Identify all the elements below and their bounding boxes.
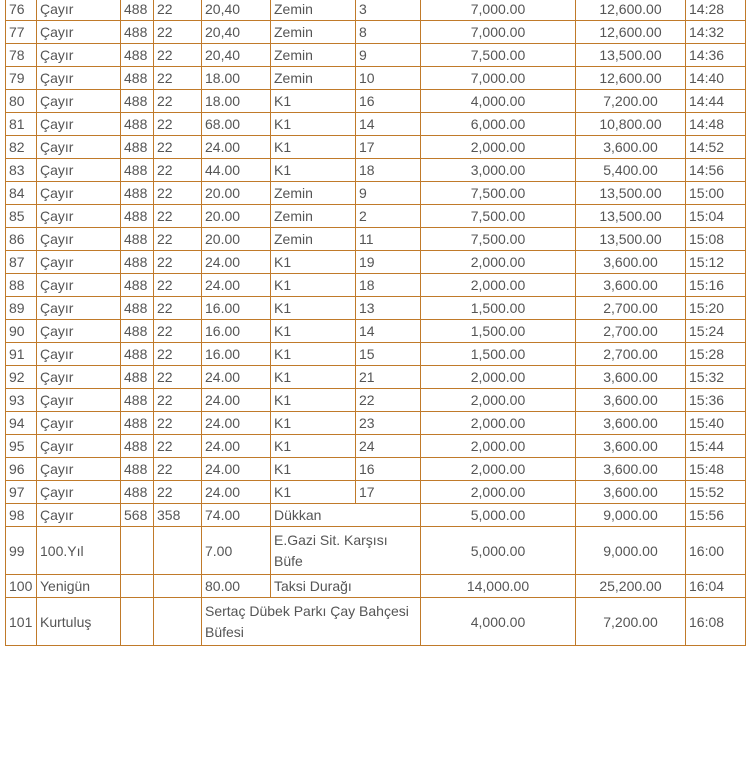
cell-bagimsiz-bolum: 10 [356, 67, 421, 90]
cell-alan: 20.00 [202, 182, 271, 205]
cell-alan: 16.00 [202, 320, 271, 343]
cell-muhammen: 4,000.00 [421, 598, 576, 646]
cell-bagimsiz-bolum: 21 [356, 366, 421, 389]
cell-muhammen: 2,000.00 [421, 389, 576, 412]
cell-parsel: 22 [154, 251, 202, 274]
cell-mahalle: 100.Yıl [37, 527, 121, 575]
cell-no: 100 [6, 575, 37, 598]
cell-muhammen: 2,000.00 [421, 412, 576, 435]
cell-saat: 14:48 [686, 113, 746, 136]
cell-alan: 16.00 [202, 343, 271, 366]
cell-parsel [154, 527, 202, 575]
table-row [6, 575, 746, 598]
cell-saat: 15:08 [686, 228, 746, 251]
cell-mahalle: Çayır [37, 21, 121, 44]
cell-saat: 15:00 [686, 182, 746, 205]
tender-table-container [5, 0, 746, 646]
table-row [6, 343, 746, 366]
cell-bagimsiz-bolum: 13 [356, 297, 421, 320]
cell-muhammen: 7,500.00 [421, 182, 576, 205]
cell-mahalle: Çayır [37, 159, 121, 182]
tender-table [5, 0, 746, 646]
cell-mahalle: Kurtuluş [37, 598, 121, 646]
cell-ada: 488 [121, 320, 154, 343]
cell-no: 87 [6, 251, 37, 274]
cell-ada: 488 [121, 113, 154, 136]
cell-bagimsiz-bolum: 23 [356, 412, 421, 435]
table-row [6, 21, 746, 44]
cell-no: 95 [6, 435, 37, 458]
cell-alan: 24.00 [202, 435, 271, 458]
cell-parsel: 22 [154, 343, 202, 366]
cell-alan: 24.00 [202, 412, 271, 435]
table-row [6, 0, 746, 21]
cell-mahalle: Çayır [37, 389, 121, 412]
cell-teminat: 13,500.00 [576, 44, 686, 67]
cell-kat: E.Gazi Sit. Karşısı Büfe [271, 527, 421, 575]
cell-kat: Zemin [271, 21, 356, 44]
cell-no: 85 [6, 205, 37, 228]
cell-bagimsiz-bolum: 16 [356, 90, 421, 113]
table-row [6, 136, 746, 159]
cell-teminat: 3,600.00 [576, 481, 686, 504]
cell-teminat: 2,700.00 [576, 343, 686, 366]
cell-ada: 488 [121, 458, 154, 481]
cell-mahalle: Çayır [37, 435, 121, 458]
cell-mahalle: Çayır [37, 228, 121, 251]
cell-muhammen: 2,000.00 [421, 458, 576, 481]
cell-mahalle: Çayır [37, 0, 121, 21]
cell-no: 84 [6, 182, 37, 205]
cell-muhammen: 2,000.00 [421, 136, 576, 159]
table-row [6, 389, 746, 412]
cell-mahalle: Çayır [37, 90, 121, 113]
cell-kat: K1 [271, 320, 356, 343]
cell-mahalle: Çayır [37, 44, 121, 67]
cell-mahalle: Yenigün [37, 575, 121, 598]
table-row [6, 598, 746, 646]
cell-teminat: 12,600.00 [576, 21, 686, 44]
cell-kat: Taksi Durağı [271, 575, 421, 598]
cell-ada: 488 [121, 0, 154, 21]
cell-saat: 16:00 [686, 527, 746, 575]
cell-parsel: 22 [154, 44, 202, 67]
cell-mahalle: Çayır [37, 481, 121, 504]
cell-saat: 15:44 [686, 435, 746, 458]
cell-alan: 20.00 [202, 228, 271, 251]
cell-muhammen: 4,000.00 [421, 90, 576, 113]
cell-ada: 568 [121, 504, 154, 527]
table-row [6, 44, 746, 67]
cell-no: 96 [6, 458, 37, 481]
cell-ada: 488 [121, 366, 154, 389]
cell-bagimsiz-bolum: 15 [356, 343, 421, 366]
cell-bagimsiz-bolum: 24 [356, 435, 421, 458]
cell-alan: 68.00 [202, 113, 271, 136]
cell-bagimsiz-bolum: 17 [356, 481, 421, 504]
table-row [6, 205, 746, 228]
table-row [6, 159, 746, 182]
cell-teminat: 12,600.00 [576, 67, 686, 90]
cell-kat: Zemin [271, 67, 356, 90]
table-row [6, 366, 746, 389]
cell-saat: 15:28 [686, 343, 746, 366]
cell-bagimsiz-bolum: 17 [356, 136, 421, 159]
cell-alan: 18.00 [202, 90, 271, 113]
cell-bagimsiz-bolum: 18 [356, 159, 421, 182]
cell-parsel: 22 [154, 0, 202, 21]
cell-no: 83 [6, 159, 37, 182]
cell-saat: 16:08 [686, 598, 746, 646]
cell-saat: 14:52 [686, 136, 746, 159]
cell-parsel: 22 [154, 205, 202, 228]
cell-muhammen: 7,000.00 [421, 0, 576, 21]
cell-parsel [154, 598, 202, 646]
cell-ada: 488 [121, 136, 154, 159]
cell-alan: 20,40 [202, 44, 271, 67]
cell-alan: 16.00 [202, 297, 271, 320]
cell-parsel: 22 [154, 182, 202, 205]
cell-alan: 24.00 [202, 389, 271, 412]
cell-no: 98 [6, 504, 37, 527]
cell-kat: K1 [271, 136, 356, 159]
cell-mahalle: Çayır [37, 458, 121, 481]
cell-teminat: 3,600.00 [576, 435, 686, 458]
cell-mahalle: Çayır [37, 113, 121, 136]
cell-ada: 488 [121, 435, 154, 458]
cell-ada: 488 [121, 412, 154, 435]
cell-alan: 24.00 [202, 251, 271, 274]
table-row [6, 182, 746, 205]
cell-teminat: 25,200.00 [576, 575, 686, 598]
cell-parsel: 22 [154, 136, 202, 159]
cell-muhammen: 7,500.00 [421, 228, 576, 251]
cell-kat: Zemin [271, 205, 356, 228]
cell-teminat: 3,600.00 [576, 389, 686, 412]
cell-ada: 488 [121, 343, 154, 366]
cell-ada: 488 [121, 205, 154, 228]
cell-parsel: 22 [154, 320, 202, 343]
cell-no: 91 [6, 343, 37, 366]
cell-no: 81 [6, 113, 37, 136]
cell-muhammen: 14,000.00 [421, 575, 576, 598]
table-row [6, 320, 746, 343]
cell-saat: 15:04 [686, 205, 746, 228]
cell-muhammen: 1,500.00 [421, 343, 576, 366]
cell-ada: 488 [121, 481, 154, 504]
cell-saat: 14:32 [686, 21, 746, 44]
cell-parsel: 22 [154, 90, 202, 113]
table-row [6, 412, 746, 435]
cell-saat: 15:40 [686, 412, 746, 435]
cell-muhammen: 2,000.00 [421, 274, 576, 297]
cell-bagimsiz-bolum: 22 [356, 389, 421, 412]
cell-ada: 488 [121, 274, 154, 297]
cell-bagimsiz-bolum: 2 [356, 205, 421, 228]
cell-no: 94 [6, 412, 37, 435]
cell-saat: 14:56 [686, 159, 746, 182]
cell-bagimsiz-bolum: 14 [356, 113, 421, 136]
cell-no: 97 [6, 481, 37, 504]
cell-mahalle: Çayır [37, 274, 121, 297]
cell-no: 101 [6, 598, 37, 646]
cell-alan: 20,40 [202, 0, 271, 21]
cell-kat: K1 [271, 412, 356, 435]
cell-mahalle: Çayır [37, 412, 121, 435]
cell-saat: 16:04 [686, 575, 746, 598]
table-row [6, 527, 746, 575]
cell-mahalle: Çayır [37, 504, 121, 527]
cell-saat: 15:12 [686, 251, 746, 274]
cell-teminat: 10,800.00 [576, 113, 686, 136]
cell-parsel: 358 [154, 504, 202, 527]
cell-mahalle: Çayır [37, 343, 121, 366]
cell-kat: K1 [271, 435, 356, 458]
cell-teminat: 9,000.00 [576, 527, 686, 575]
cell-kat: K1 [271, 481, 356, 504]
cell-alan: 24.00 [202, 136, 271, 159]
table-row [6, 90, 746, 113]
cell-alan: 24.00 [202, 366, 271, 389]
cell-teminat: 13,500.00 [576, 182, 686, 205]
cell-saat: 14:28 [686, 0, 746, 21]
table-row [6, 228, 746, 251]
cell-bagimsiz-bolum: 16 [356, 458, 421, 481]
cell-alan: 18.00 [202, 67, 271, 90]
cell-muhammen: 3,000.00 [421, 159, 576, 182]
cell-no: 82 [6, 136, 37, 159]
cell-teminat: 3,600.00 [576, 136, 686, 159]
cell-ada [121, 575, 154, 598]
cell-muhammen: 5,000.00 [421, 504, 576, 527]
cell-ada: 488 [121, 228, 154, 251]
cell-kat: Zemin [271, 44, 356, 67]
cell-muhammen: 6,000.00 [421, 113, 576, 136]
cell-teminat: 7,200.00 [576, 598, 686, 646]
cell-no: 77 [6, 21, 37, 44]
cell-muhammen: 2,000.00 [421, 251, 576, 274]
cell-bagimsiz-bolum: 19 [356, 251, 421, 274]
cell-mahalle: Çayır [37, 320, 121, 343]
cell-alan: 80.00 [202, 575, 271, 598]
cell-kat: K1 [271, 274, 356, 297]
cell-no: 99 [6, 527, 37, 575]
cell-alan: 74.00 [202, 504, 271, 527]
cell-teminat: 3,600.00 [576, 412, 686, 435]
cell-ada: 488 [121, 159, 154, 182]
cell-parsel: 22 [154, 159, 202, 182]
cell-muhammen: 2,000.00 [421, 481, 576, 504]
table-row [6, 274, 746, 297]
cell-saat: 15:32 [686, 366, 746, 389]
cell-parsel [154, 575, 202, 598]
cell-ada [121, 527, 154, 575]
cell-alan: 24.00 [202, 274, 271, 297]
cell-muhammen: 7,500.00 [421, 205, 576, 228]
cell-saat: 15:16 [686, 274, 746, 297]
cell-teminat: 7,200.00 [576, 90, 686, 113]
cell-teminat: 3,600.00 [576, 251, 686, 274]
cell-teminat: 3,600.00 [576, 458, 686, 481]
cell-muhammen: 5,000.00 [421, 527, 576, 575]
cell-ada: 488 [121, 251, 154, 274]
cell-teminat: 9,000.00 [576, 504, 686, 527]
cell-mahalle: Çayır [37, 251, 121, 274]
cell-parsel: 22 [154, 458, 202, 481]
cell-kat: K1 [271, 389, 356, 412]
cell-teminat: 13,500.00 [576, 205, 686, 228]
cell-saat: 15:24 [686, 320, 746, 343]
cell-bagimsiz-bolum: 9 [356, 44, 421, 67]
cell-parsel: 22 [154, 274, 202, 297]
cell-no: 78 [6, 44, 37, 67]
cell-saat: 14:44 [686, 90, 746, 113]
cell-muhammen: 7,500.00 [421, 44, 576, 67]
cell-no: 90 [6, 320, 37, 343]
cell-muhammen: 7,000.00 [421, 67, 576, 90]
cell-no: 86 [6, 228, 37, 251]
cell-parsel: 22 [154, 412, 202, 435]
cell-kat: K1 [271, 159, 356, 182]
cell-muhammen: 2,000.00 [421, 435, 576, 458]
cell-ada: 488 [121, 90, 154, 113]
table-body [6, 0, 746, 646]
cell-ada: 488 [121, 67, 154, 90]
cell-kat: Zemin [271, 182, 356, 205]
table-row [6, 481, 746, 504]
cell-alan: 7.00 [202, 527, 271, 575]
cell-parsel: 22 [154, 113, 202, 136]
cell-ada: 488 [121, 297, 154, 320]
cell-kat: K1 [271, 366, 356, 389]
cell-alan: 20,40 [202, 21, 271, 44]
cell-parsel: 22 [154, 228, 202, 251]
cell-saat: 14:40 [686, 67, 746, 90]
cell-muhammen: 1,500.00 [421, 320, 576, 343]
cell-mahalle: Çayır [37, 136, 121, 159]
cell-no: 92 [6, 366, 37, 389]
cell-kat: K1 [271, 251, 356, 274]
cell-no: 88 [6, 274, 37, 297]
cell-alan: 20.00 [202, 205, 271, 228]
cell-mahalle: Çayır [37, 205, 121, 228]
cell-alan: 44.00 [202, 159, 271, 182]
cell-alan: 24.00 [202, 458, 271, 481]
table-row [6, 67, 746, 90]
cell-saat: 15:56 [686, 504, 746, 527]
cell-bagimsiz-bolum: 8 [356, 21, 421, 44]
table-row [6, 435, 746, 458]
cell-ada [121, 598, 154, 646]
cell-muhammen: 7,000.00 [421, 21, 576, 44]
cell-kat: K1 [271, 113, 356, 136]
cell-kat: K1 [271, 343, 356, 366]
cell-bagimsiz-bolum: 9 [356, 182, 421, 205]
cell-saat: 15:52 [686, 481, 746, 504]
table-row [6, 458, 746, 481]
table-row [6, 504, 746, 527]
table-row [6, 113, 746, 136]
cell-no: 76 [6, 0, 37, 21]
cell-bagimsiz-bolum: 3 [356, 0, 421, 21]
cell-bagimsiz-bolum: 18 [356, 274, 421, 297]
cell-kat: K1 [271, 458, 356, 481]
cell-no: 79 [6, 67, 37, 90]
cell-ada: 488 [121, 44, 154, 67]
cell-parsel: 22 [154, 297, 202, 320]
table-row [6, 297, 746, 320]
cell-teminat: 2,700.00 [576, 320, 686, 343]
cell-saat: 15:48 [686, 458, 746, 481]
cell-ada: 488 [121, 21, 154, 44]
cell-no: 89 [6, 297, 37, 320]
cell-saat: 15:20 [686, 297, 746, 320]
cell-parsel: 22 [154, 435, 202, 458]
cell-kat: K1 [271, 90, 356, 113]
cell-ada: 488 [121, 182, 154, 205]
cell-ada: 488 [121, 389, 154, 412]
cell-kat: Dükkan [271, 504, 421, 527]
cell-parsel: 22 [154, 481, 202, 504]
cell-no: 93 [6, 389, 37, 412]
cell-parsel: 22 [154, 67, 202, 90]
cell-alan: 24.00 [202, 481, 271, 504]
cell-mahalle: Çayır [37, 182, 121, 205]
cell-saat: 14:36 [686, 44, 746, 67]
cell-saat: 15:36 [686, 389, 746, 412]
cell-teminat: 2,700.00 [576, 297, 686, 320]
cell-parsel: 22 [154, 389, 202, 412]
cell-kat: Sertaç Dübek Parkı Çay Bahçesi Büfesi [202, 598, 421, 646]
cell-kat: Zemin [271, 228, 356, 251]
cell-parsel: 22 [154, 21, 202, 44]
cell-muhammen: 2,000.00 [421, 366, 576, 389]
cell-teminat: 5,400.00 [576, 159, 686, 182]
cell-teminat: 12,600.00 [576, 0, 686, 21]
cell-kat: Zemin [271, 0, 356, 21]
table-row [6, 251, 746, 274]
cell-muhammen: 1,500.00 [421, 297, 576, 320]
cell-teminat: 13,500.00 [576, 228, 686, 251]
cell-parsel: 22 [154, 366, 202, 389]
cell-bagimsiz-bolum: 11 [356, 228, 421, 251]
cell-bagimsiz-bolum: 14 [356, 320, 421, 343]
cell-mahalle: Çayır [37, 366, 121, 389]
cell-no: 80 [6, 90, 37, 113]
cell-mahalle: Çayır [37, 67, 121, 90]
cell-teminat: 3,600.00 [576, 274, 686, 297]
cell-teminat: 3,600.00 [576, 366, 686, 389]
cell-kat: K1 [271, 297, 356, 320]
cell-mahalle: Çayır [37, 297, 121, 320]
